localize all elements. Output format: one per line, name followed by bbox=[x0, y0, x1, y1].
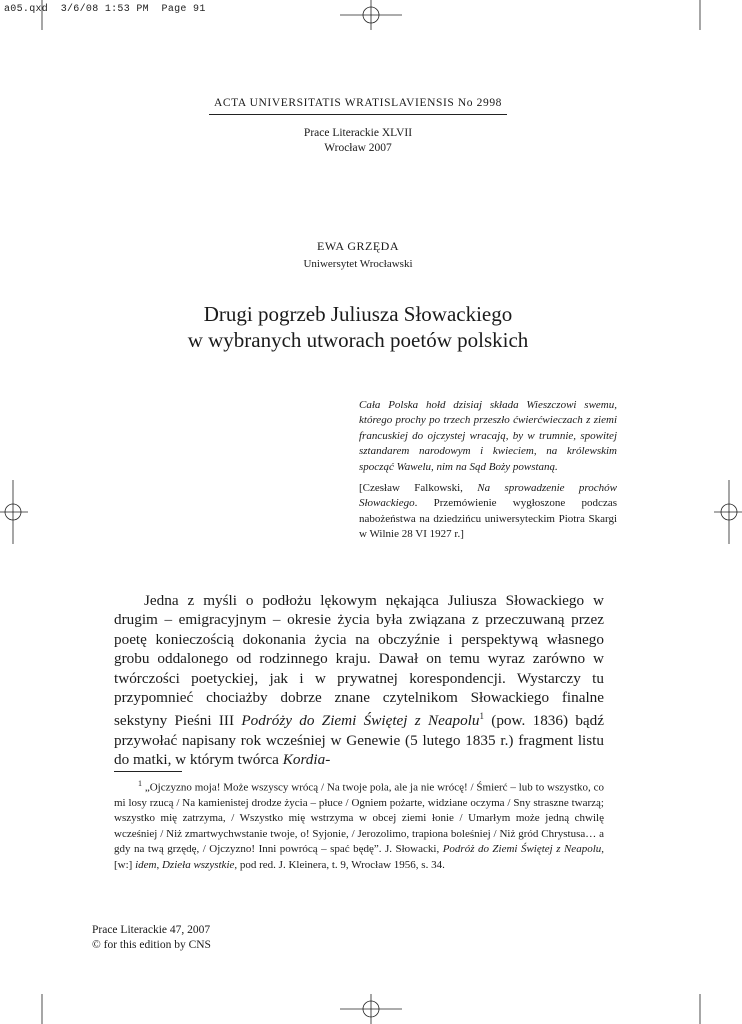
footnote-run: , [w:] bbox=[114, 843, 604, 871]
footer-journal: Prace Literackie 47, 2007 bbox=[92, 924, 211, 936]
series-name: Prace Literackie XLVII bbox=[303, 127, 413, 139]
epigraph-source-title: Na sprowadzenie prochów Słowackiego bbox=[359, 482, 617, 510]
footnote-reference[interactable]: 1 bbox=[479, 711, 484, 722]
body-text-run: (pow. 1836) bądź przywołać napisany rok wcześniej w Genewie (5 lutego 1835 r.) fragment listu do matki, w którym twórca bbox=[114, 712, 604, 769]
footnote-run: , bbox=[156, 858, 162, 871]
place-year: Wrocław 2007 bbox=[324, 142, 392, 154]
registration-mark-bottom bbox=[340, 994, 402, 1024]
article-title bbox=[108, 301, 608, 353]
registration-mark-left bbox=[0, 480, 28, 544]
body-paragraph bbox=[114, 591, 604, 770]
epigraph-source-author: [Czesław Falkowski, bbox=[359, 482, 478, 495]
body-text-run: Jedna z myśli o podłożu lękowym nękająca Juliusza Słowackiego w drugim – emigracyjnym – okresie życia była związana z przeczuwaną przez poetę konieczością dokonania życia na obczyźnie i perspektywą własnego grobu oddalonego od rodzinnego kraju. Dawał on temu wyraz zarówno w twórczości poetyckiej, jak i w prywatnej korespondencji. Wystarczy tu przypomnieć chociażby dobrze znane czytelnikom Słowackiego finalne sekstyny Pieśni III bbox=[114, 592, 604, 730]
footnote-idem: idem bbox=[135, 858, 157, 871]
epigraph-source-details: . Przemówienie wygłoszone podczas nabożeństwa na dziedzińcu uniwersyteckim Piotra Skargi w Wilnie 28 VI 1927 r.] bbox=[359, 497, 617, 541]
epigraph-source bbox=[359, 481, 617, 543]
file-slug: a05.qxd 3/6/08 1:53 PM Page 91 bbox=[4, 4, 206, 15]
footnote-rule bbox=[114, 771, 182, 772]
epigraph bbox=[359, 398, 617, 543]
footnote bbox=[114, 776, 604, 873]
page-footer bbox=[92, 923, 211, 953]
body-text bbox=[114, 591, 604, 770]
footnote-cited-title: Podróż do Ziemi Świętej z Neapolu bbox=[442, 843, 602, 856]
footnote-run: , pod red. J. Kleinera, t. 9, Wrocław 1956, s. 34. bbox=[234, 858, 445, 871]
footnote-run: „Ojczyzno moja! Może wszyscy wrócą / Na twoje pola, ale ja nie wrócę! / Śmierć – lub to wszystko, co mi losy rzucą / Na kamienistej drodze życia – płuce / Ogniem pożarte, widziane oczyma / Sny straszne twarzą; wszystko mię zatrzyma, / Wszystko mię wstrzyma w obcej ziemi łonie / Umarłym może jedną chwilę wcześniej / Niż zmartwychwstanie twoje, o! Syjonie, / Jerozolimo, trapiona boleśniej / Niż gród Chrystusa… a gdy na twą grzędę, / Ojczyzno! Inni powrócą – spać będę”. J. Słowacki, bbox=[114, 781, 604, 856]
footnote-cited-works: Dzieła wszystkie bbox=[161, 858, 235, 871]
epigraph-quote: Cała Polska hołd dzisiaj składa Wieszczowi swemu, którego prochy po trzech przeszło ćwierćwieczach z ziemi francuskiej do ojczystej wracają, by w trumnie, spowitej sztandarem narodowym i kwieciem, na królewskim spocząć Wawelu, nim na Sąd Boży powstaną. bbox=[359, 399, 617, 473]
journal-name: ACTA UNIVERSITATIS WRATISLAVIENSIS No 2998 bbox=[213, 97, 503, 109]
registration-mark-top bbox=[340, 0, 402, 30]
title-line-1: Drugi pogrzeb Juliusza Słowackiego bbox=[203, 302, 513, 326]
author-affiliation: Uniwersytet Wrocławski bbox=[303, 258, 413, 270]
body-cited-title: Podróży do Ziemi Świętej z Neapolu bbox=[241, 712, 480, 730]
footer-copyright: © for this edition by CNS bbox=[92, 939, 211, 951]
header-rule bbox=[209, 114, 507, 115]
footnote-text bbox=[114, 776, 604, 873]
author-name: EWA GRZĘDA bbox=[317, 239, 399, 253]
title-line-2: w wybranych utworach poetów polskich bbox=[187, 328, 529, 352]
registration-mark-right bbox=[714, 480, 742, 544]
body-cited-title-2: Kordia- bbox=[282, 751, 331, 769]
series-info bbox=[108, 126, 608, 156]
footnote-number: 1 bbox=[138, 779, 142, 788]
